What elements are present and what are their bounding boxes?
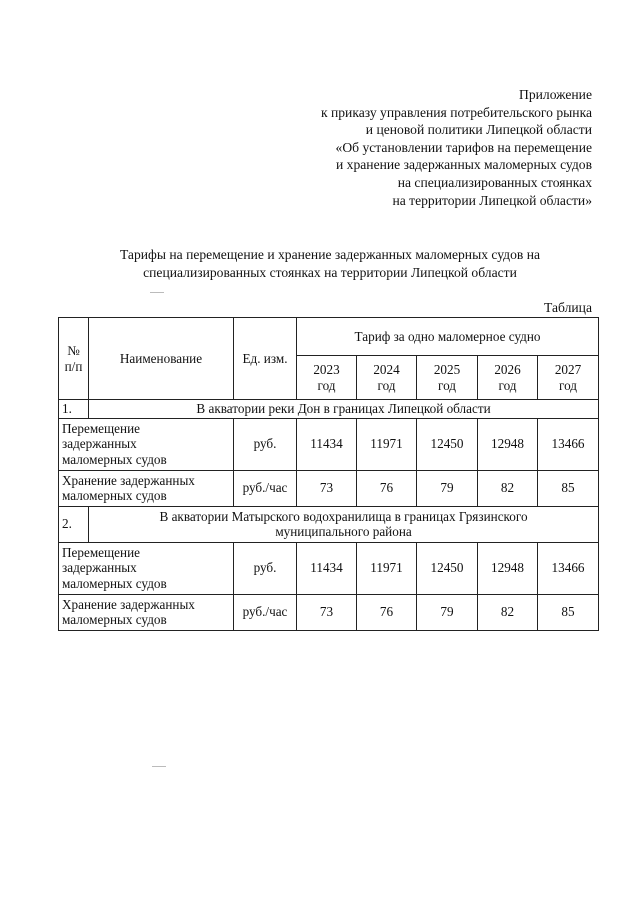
value-cell: 11971 — [357, 542, 417, 594]
value-cell: 11434 — [297, 542, 357, 594]
appendix-line: на территории Липецкой области» — [392, 192, 592, 208]
appendix-line: на специализированных стоянках — [397, 174, 592, 190]
service-name: Перемещение задержанных маломерных судов — [59, 418, 234, 470]
scan-speck — [150, 292, 164, 293]
value-cell: 13466 — [538, 418, 599, 470]
table-row — [59, 594, 599, 630]
value-cell: 79 — [417, 594, 478, 630]
unit-cell: руб./час — [234, 470, 297, 506]
appendix-line: Приложение — [519, 87, 592, 102]
title-line: Тарифы на перемещение и хранение задержанных маломерных судов на — [119, 247, 541, 262]
value-cell: 12948 — [478, 542, 538, 594]
value-cell: 12450 — [417, 542, 478, 594]
section-number: 2. — [59, 506, 89, 542]
value-cell: 85 — [538, 470, 599, 506]
value-cell: 11434 — [297, 418, 357, 470]
header-year-2027: 2027 год — [538, 356, 599, 400]
header-num: № п/п — [59, 318, 89, 400]
appendix-line: к приказу управления потребительского рынка — [320, 104, 592, 120]
value-cell: 11971 — [357, 418, 417, 470]
appendix-block — [252, 86, 592, 209]
tariff-table — [58, 317, 599, 631]
header-tariff: Тариф за одно маломерное судно — [297, 318, 599, 356]
unit-cell: руб./час — [234, 594, 297, 630]
document-title — [60, 246, 600, 282]
table-row — [59, 542, 599, 594]
table-row — [59, 470, 599, 506]
value-cell: 82 — [478, 470, 538, 506]
value-cell: 82 — [478, 594, 538, 630]
value-cell: 13466 — [538, 542, 599, 594]
value-cell: 73 — [297, 470, 357, 506]
section-number: 1. — [59, 400, 89, 419]
header-year-2023: 2023 год — [297, 356, 357, 400]
value-cell: 76 — [357, 594, 417, 630]
service-name: Хранение задержанных маломерных судов — [59, 594, 234, 630]
service-name: Хранение задержанных маломерных судов — [59, 470, 234, 506]
appendix-line: и ценовой политики Липецкой области — [365, 122, 592, 138]
service-name: Перемещение задержанных маломерных судов — [59, 542, 234, 594]
section-title: В акватории Матырского водохранилища в границах Грязинского муниципального района — [89, 506, 599, 542]
value-cell: 12948 — [478, 418, 538, 470]
table-row — [59, 418, 599, 470]
value-cell: 76 — [357, 470, 417, 506]
unit-cell: руб. — [234, 418, 297, 470]
header-year-2024: 2024 год — [357, 356, 417, 400]
section-row — [59, 506, 599, 542]
header-year-2025: 2025 год — [417, 356, 478, 400]
title-line: специализированных стоянках на территории Липецкой области — [143, 265, 517, 280]
section-row — [59, 400, 599, 419]
table-caption: Таблица — [544, 300, 592, 315]
value-cell: 12450 — [417, 418, 478, 470]
value-cell: 79 — [417, 470, 478, 506]
value-cell: 85 — [538, 594, 599, 630]
appendix-line: и хранение задержанных маломерных судов — [336, 157, 592, 173]
header-name: Наименование — [89, 318, 234, 400]
header-year-2026: 2026 год — [478, 356, 538, 400]
appendix-line: «Об установлении тарифов на перемещение — [335, 139, 592, 155]
value-cell: 73 — [297, 594, 357, 630]
unit-cell: руб. — [234, 542, 297, 594]
header-unit: Ед. изм. — [234, 318, 297, 400]
scan-speck — [152, 766, 166, 767]
section-title: В акватории реки Дон в границах Липецкой области — [89, 400, 599, 419]
